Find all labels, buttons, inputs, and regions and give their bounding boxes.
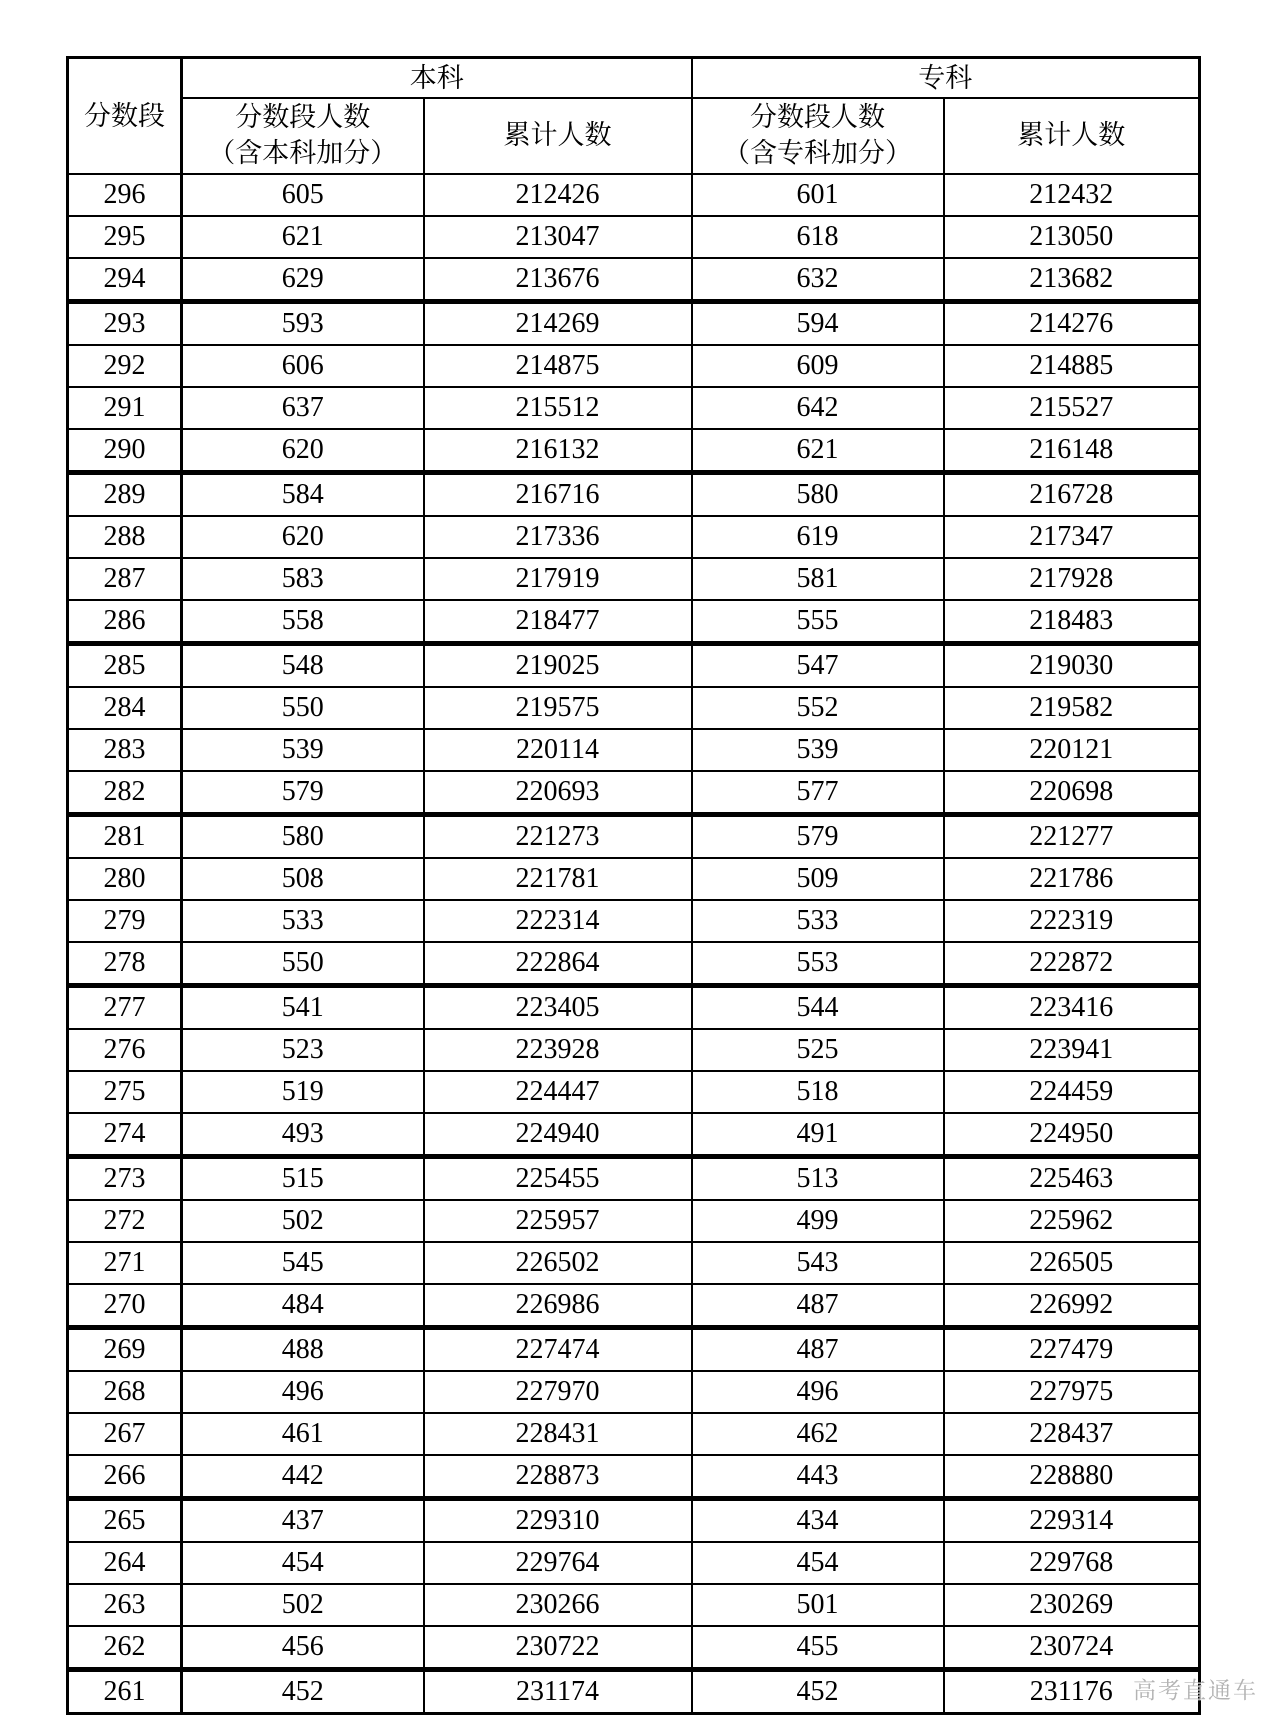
zhuanke-cumulative-cell: 222319 [944,900,1200,942]
benke-cumulative-cell: 230266 [424,1584,692,1626]
zhuanke-cumulative-cell: 214276 [944,301,1200,345]
zhuanke-cumulative-cell: 221786 [944,858,1200,900]
table-row [68,1029,1200,1071]
zhuanke-count-cell: 547 [692,643,944,687]
table-row [68,1200,1200,1242]
table-row [68,429,1200,473]
zhuanke-count-cell: 632 [692,258,944,302]
zhuanke-cumulative-cell: 215527 [944,387,1200,429]
zhuanke-count-cell: 579 [692,814,944,858]
benke-count-cell: 502 [182,1584,424,1626]
score-cell: 268 [68,1371,182,1413]
zhuanke-count-cell: 553 [692,942,944,986]
zhuanke-cumulative-cell: 223416 [944,985,1200,1029]
zhuanke-cumulative-cell: 223941 [944,1029,1200,1071]
zhuanke-cumulative-cell: 221277 [944,814,1200,858]
benke-count-cell: 620 [182,429,424,473]
zhuanke-count-cell: 539 [692,729,944,771]
zhuanke-cumulative-cell: 214885 [944,345,1200,387]
score-cell: 295 [68,216,182,258]
zhuanke-cumulative-cell: 231176 [944,1669,1200,1713]
score-cell: 263 [68,1584,182,1626]
benke-cumulative-cell: 220693 [424,771,692,815]
zhuanke-count-cell: 518 [692,1071,944,1113]
benke-count-cell: 548 [182,643,424,687]
zhuanke-cumulative-cell: 226992 [944,1284,1200,1328]
zhuanke-count-cell: 462 [692,1413,944,1455]
zhuanke-count-cell: 496 [692,1371,944,1413]
table-row [68,858,1200,900]
zhuanke-cumulative-cell: 216728 [944,472,1200,516]
benke-count-cell: 580 [182,814,424,858]
table-row [68,174,1200,216]
zhuanke-count-cell: 454 [692,1542,944,1584]
zhuanke-count-cell: 499 [692,1200,944,1242]
zhuanke-count-cell: 509 [692,858,944,900]
benke-cumulative-cell: 226502 [424,1242,692,1284]
zhuanke-count-cell: 533 [692,900,944,942]
zhuanke-cumulative-cell: 228437 [944,1413,1200,1455]
benke-count-cell: 502 [182,1200,424,1242]
benke-cumulative-cell: 217336 [424,516,692,558]
benke-cumulative-cell: 214269 [424,301,692,345]
benke-count-cell: 629 [182,258,424,302]
zhuanke-count-cell: 580 [692,472,944,516]
table-row [68,301,1200,345]
benke-count-cell: 593 [182,301,424,345]
zhuanke-cumulative-cell: 229768 [944,1542,1200,1584]
zhuanke-cumulative-cell: 224459 [944,1071,1200,1113]
score-cell: 288 [68,516,182,558]
watermark-text: 高考直通车 [1133,1677,1258,1703]
zhuanke-cumulative-cell: 225962 [944,1200,1200,1242]
table-row [68,1284,1200,1328]
benke-count-cell: 539 [182,729,424,771]
table-row [68,814,1200,858]
zhuanke-count-cell: 434 [692,1498,944,1542]
score-cell: 274 [68,1113,182,1157]
table-row [68,985,1200,1029]
zhuanke-count-cell: 525 [692,1029,944,1071]
zhuanke-count-cell: 555 [692,600,944,644]
score-cell: 262 [68,1626,182,1670]
benke-count-cell: 437 [182,1498,424,1542]
benke-cumulative-cell: 215512 [424,387,692,429]
score-cell: 278 [68,942,182,986]
zhuanke-cumulative-cell: 213050 [944,216,1200,258]
benke-cumulative-cell: 231174 [424,1669,692,1713]
group-header-row [68,58,1200,98]
zhuanke-count-cell: 577 [692,771,944,815]
table-row [68,600,1200,644]
benke-cumulative-cell: 229310 [424,1498,692,1542]
table-row [68,643,1200,687]
zhuanke-count-cell: 487 [692,1284,944,1328]
table-row [68,1371,1200,1413]
zhuanke-cumulative-cell: 230724 [944,1626,1200,1670]
zhuanke-cumulative-cell: 225463 [944,1156,1200,1200]
table-row [68,1156,1200,1200]
benke-count-cell: 488 [182,1327,424,1371]
zhuanke-cumulative-cell: 226505 [944,1242,1200,1284]
score-cell: 281 [68,814,182,858]
score-cell: 287 [68,558,182,600]
score-band-header: 分数段 [68,58,182,174]
table-row [68,1242,1200,1284]
benke-count-cell: 454 [182,1542,424,1584]
zhuanke-cumulative-cell: 219582 [944,687,1200,729]
table-row [68,1071,1200,1113]
benke-cumulative-cell: 225957 [424,1200,692,1242]
benke-cumulative-cell: 224940 [424,1113,692,1157]
benke-cumulative-header: 累计人数 [424,98,692,174]
zhuanke-cumulative-cell: 224950 [944,1113,1200,1157]
table-row [68,687,1200,729]
score-cell: 285 [68,643,182,687]
zhuanke-count-cell: 609 [692,345,944,387]
table-row [68,1626,1200,1670]
score-cell: 289 [68,472,182,516]
score-cell: 276 [68,1029,182,1071]
zhuanke-count-header-line2: （含专科加分） [723,137,912,168]
benke-count-cell: 493 [182,1113,424,1157]
benke-cumulative-cell: 219575 [424,687,692,729]
benke-count-cell: 620 [182,516,424,558]
score-cell: 271 [68,1242,182,1284]
zhuanke-cumulative-cell: 230269 [944,1584,1200,1626]
benke-cumulative-cell: 228431 [424,1413,692,1455]
score-cell: 275 [68,1071,182,1113]
benke-count-cell: 452 [182,1669,424,1713]
benke-cumulative-cell: 228873 [424,1455,692,1499]
benke-cumulative-cell: 213676 [424,258,692,302]
benke-count-cell: 550 [182,687,424,729]
table-row [68,729,1200,771]
score-cell: 283 [68,729,182,771]
table-row [68,472,1200,516]
zhuanke-cumulative-cell: 220698 [944,771,1200,815]
score-cell: 290 [68,429,182,473]
benke-count-cell: 584 [182,472,424,516]
zhuanke-cumulative-cell: 227975 [944,1371,1200,1413]
benke-count-cell: 550 [182,942,424,986]
table-row [68,258,1200,302]
score-cell: 265 [68,1498,182,1542]
benke-group-header: 本科 [182,58,692,98]
table-row [68,1113,1200,1157]
zhuanke-count-cell: 543 [692,1242,944,1284]
benke-count-header-line2: （含本科加分） [208,137,398,168]
zhuanke-cumulative-cell: 216148 [944,429,1200,473]
benke-cumulative-cell: 229764 [424,1542,692,1584]
score-cell: 267 [68,1413,182,1455]
benke-count-header [182,98,424,174]
table-row [68,1413,1200,1455]
benke-count-cell: 442 [182,1455,424,1499]
zhuanke-cumulative-cell: 213682 [944,258,1200,302]
score-cell: 282 [68,771,182,815]
score-cell: 291 [68,387,182,429]
zhuanke-cumulative-cell: 229314 [944,1498,1200,1542]
zhuanke-count-cell: 618 [692,216,944,258]
benke-cumulative-cell: 225455 [424,1156,692,1200]
benke-cumulative-cell: 217919 [424,558,692,600]
zhuanke-count-header-line1: 分数段人数 [750,102,885,133]
benke-cumulative-cell: 214875 [424,345,692,387]
benke-count-cell: 579 [182,771,424,815]
benke-count-cell: 515 [182,1156,424,1200]
benke-cumulative-cell: 223928 [424,1029,692,1071]
score-cell: 284 [68,687,182,729]
zhuanke-count-cell: 513 [692,1156,944,1200]
zhuanke-count-cell: 544 [692,985,944,1029]
benke-count-cell: 456 [182,1626,424,1670]
score-cell: 293 [68,301,182,345]
benke-cumulative-cell: 230722 [424,1626,692,1670]
score-cell: 294 [68,258,182,302]
zhuanke-cumulative-cell: 222872 [944,942,1200,986]
table-row [68,1584,1200,1626]
benke-count-cell: 583 [182,558,424,600]
score-cell: 264 [68,1542,182,1584]
table-row [68,1455,1200,1499]
zhuanke-count-header [692,98,944,174]
zhuanke-cumulative-cell: 218483 [944,600,1200,644]
zhuanke-count-cell: 487 [692,1327,944,1371]
score-distribution-table [66,56,1201,1715]
table-row [68,387,1200,429]
score-cell: 273 [68,1156,182,1200]
table-row [68,345,1200,387]
zhuanke-cumulative-header: 累计人数 [944,98,1200,174]
zhuanke-group-header: 专科 [692,58,1200,98]
benke-cumulative-cell: 223405 [424,985,692,1029]
benke-cumulative-cell: 218477 [424,600,692,644]
zhuanke-count-cell: 443 [692,1455,944,1499]
benke-cumulative-cell: 216716 [424,472,692,516]
benke-count-cell: 533 [182,900,424,942]
benke-count-cell: 523 [182,1029,424,1071]
table-row [68,942,1200,986]
score-cell: 269 [68,1327,182,1371]
table-row [68,1542,1200,1584]
table-row [68,1498,1200,1542]
score-table-body [68,174,1200,1714]
score-cell: 292 [68,345,182,387]
table-row [68,771,1200,815]
zhuanke-count-cell: 501 [692,1584,944,1626]
zhuanke-count-cell: 455 [692,1626,944,1670]
benke-count-cell: 519 [182,1071,424,1113]
zhuanke-count-cell: 619 [692,516,944,558]
benke-count-header-line1: 分数段人数 [235,102,371,133]
benke-cumulative-cell: 220114 [424,729,692,771]
table-row [68,516,1200,558]
benke-cumulative-cell: 221273 [424,814,692,858]
score-cell: 280 [68,858,182,900]
benke-count-cell: 541 [182,985,424,1029]
zhuanke-count-cell: 581 [692,558,944,600]
zhuanke-cumulative-cell: 217347 [944,516,1200,558]
benke-count-cell: 496 [182,1371,424,1413]
score-cell: 277 [68,985,182,1029]
zhuanke-count-cell: 601 [692,174,944,216]
benke-count-cell: 508 [182,858,424,900]
benke-count-cell: 605 [182,174,424,216]
zhuanke-cumulative-cell: 228880 [944,1455,1200,1499]
zhuanke-cumulative-cell: 217928 [944,558,1200,600]
score-cell: 279 [68,900,182,942]
zhuanke-count-cell: 491 [692,1113,944,1157]
benke-cumulative-cell: 222864 [424,942,692,986]
zhuanke-count-cell: 621 [692,429,944,473]
table-row [68,1327,1200,1371]
benke-cumulative-cell: 221781 [424,858,692,900]
benke-cumulative-cell: 222314 [424,900,692,942]
score-cell: 296 [68,174,182,216]
score-cell: 270 [68,1284,182,1328]
benke-cumulative-cell: 216132 [424,429,692,473]
benke-count-cell: 558 [182,600,424,644]
benke-cumulative-cell: 212426 [424,174,692,216]
zhuanke-cumulative-cell: 219030 [944,643,1200,687]
table-row [68,900,1200,942]
zhuanke-count-cell: 452 [692,1669,944,1713]
table-row [68,558,1200,600]
sub-header-row [68,98,1200,174]
zhuanke-count-cell: 642 [692,387,944,429]
score-cell: 266 [68,1455,182,1499]
table-row [68,1669,1200,1713]
zhuanke-cumulative-cell: 212432 [944,174,1200,216]
benke-cumulative-cell: 219025 [424,643,692,687]
zhuanke-cumulative-cell: 227479 [944,1327,1200,1371]
zhuanke-cumulative-cell: 220121 [944,729,1200,771]
zhuanke-count-cell: 552 [692,687,944,729]
benke-cumulative-cell: 226986 [424,1284,692,1328]
table-row [68,216,1200,258]
benke-cumulative-cell: 224447 [424,1071,692,1113]
benke-cumulative-cell: 227970 [424,1371,692,1413]
zhuanke-count-cell: 594 [692,301,944,345]
benke-cumulative-cell: 227474 [424,1327,692,1371]
table-header [68,58,1200,174]
benke-cumulative-cell: 213047 [424,216,692,258]
benke-count-cell: 461 [182,1413,424,1455]
benke-count-cell: 621 [182,216,424,258]
score-cell: 286 [68,600,182,644]
score-cell: 272 [68,1200,182,1242]
benke-count-cell: 637 [182,387,424,429]
benke-count-cell: 606 [182,345,424,387]
benke-count-cell: 545 [182,1242,424,1284]
score-cell: 261 [68,1669,182,1713]
benke-count-cell: 484 [182,1284,424,1328]
